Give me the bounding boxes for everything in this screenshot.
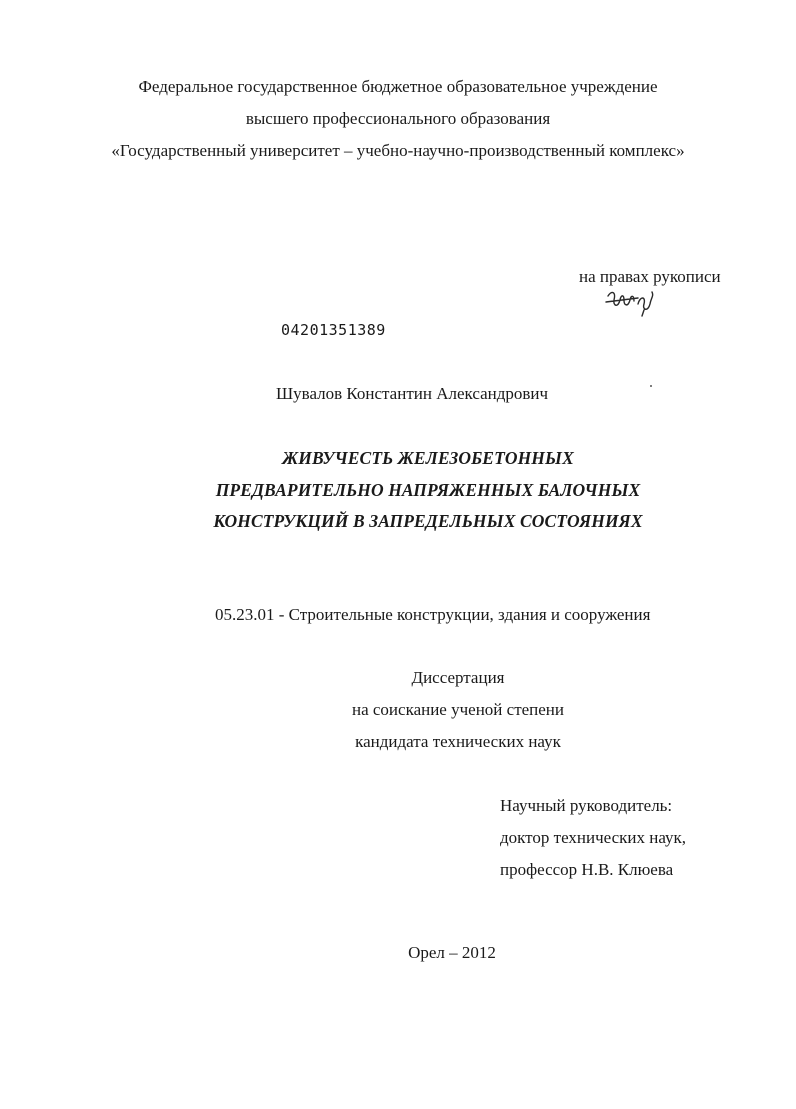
catalog-number: 04201351389 bbox=[281, 321, 386, 339]
scan-speck bbox=[650, 385, 652, 387]
manuscript-note: на правах рукописи bbox=[579, 267, 721, 286]
handwritten-signature bbox=[604, 286, 656, 318]
supervisor-degree: доктор технических наук, bbox=[500, 828, 687, 847]
title-line-2: ПРЕДВАРИТЕЛЬНО НАПРЯЖЕННЫХ БАЛОЧНЫХ bbox=[215, 480, 641, 500]
institution-line-2: высшего профессионального образования bbox=[245, 109, 551, 128]
author-name: Шувалов Константин Александрович bbox=[276, 384, 549, 403]
supervisor-label: Научный руководитель: bbox=[500, 796, 673, 815]
degree-line-3: кандидата технических наук bbox=[355, 732, 561, 751]
specialty-code: 05.23.01 - Строительные конструкции, здания и сооружения bbox=[215, 605, 651, 624]
title-line-1: ЖИВУЧЕСТЬ ЖЕЛЕЗОБЕТОННЫХ bbox=[282, 448, 574, 468]
institution-line-1: Федеральное государственное бюджетное образовательное учреждение bbox=[138, 77, 658, 96]
degree-line-2: на соискание ученой степени bbox=[351, 700, 565, 719]
place-year: Орел – 2012 bbox=[408, 943, 496, 962]
degree-line-1: Диссертация bbox=[411, 668, 505, 687]
institution-line-3: «Государственный университет – учебно-научно-производственный комплекс» bbox=[111, 141, 685, 160]
supervisor-name: профессор Н.В. Клюева bbox=[500, 860, 674, 879]
title-line-3: КОНСТРУКЦИЙ В ЗАПРЕДЕЛЬНЫХ СОСТОЯНИЯХ bbox=[213, 511, 643, 531]
